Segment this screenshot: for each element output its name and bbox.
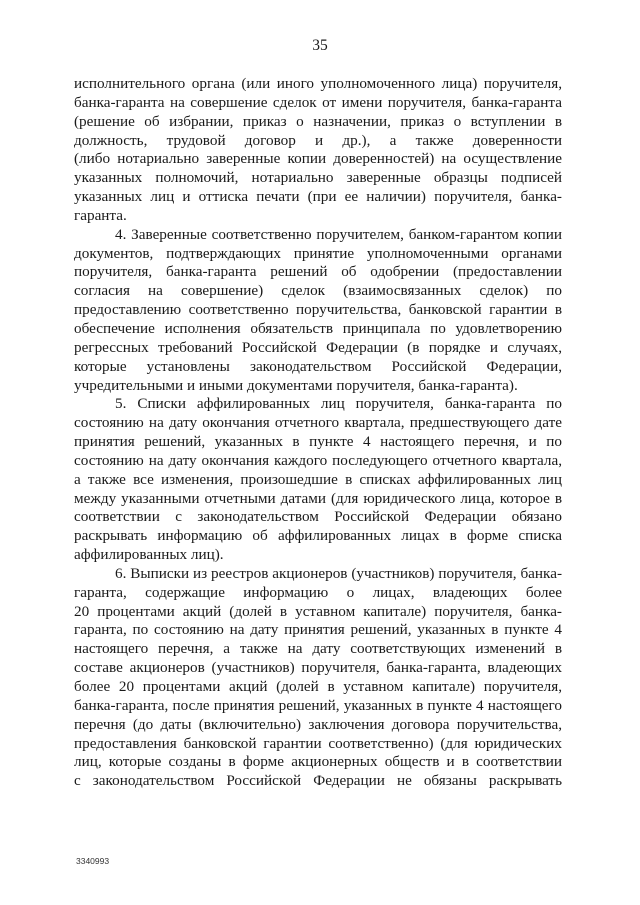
- paragraph-first-line: 5. Списки аффилированных лиц поручителя, банка-гаранта по: [115, 395, 562, 413]
- text-line: согласия на совершение) сделок (взаимосвязанных сделок) по: [74, 282, 562, 300]
- text-line: исполнительного органа (или иного уполномоченного лица) поручителя,: [74, 75, 562, 92]
- document-body: [74, 75, 562, 791]
- text-line: 20 процентами акций (долей в уставном капитале) поручителя, банка-: [74, 602, 562, 620]
- text-line: гаранта.: [74, 206, 127, 224]
- text-line: (решение об избрании, приказ о назначении, приказ о вступлении в: [74, 112, 562, 130]
- text-line: (либо нотариально заверенные копии доверенностей) на осуществление: [74, 150, 562, 168]
- text-line: учредительными и иными документами поручителя, банка-гаранта).: [74, 376, 518, 394]
- text-line: перечня (до даты (включительно) заключения договора поручительства,: [74, 715, 562, 733]
- text-line: банка-гаранта на совершение сделок от имени поручителя, банка-гаранта: [74, 93, 562, 111]
- text-line: указанных полномочий, нотариально заверенные образцы подписей: [74, 169, 562, 187]
- text-line: банка-гаранта, после принятия решений, указанных в пункте 4 настоящего: [74, 696, 562, 714]
- text-line: обеспечение исполнения обязательств принципала по удовлетворению: [74, 319, 562, 337]
- text-line: принятия решений, указанных в пункте 4 настоящего перечня, и по: [74, 433, 562, 451]
- text-line: состоянию на дату окончания каждого последующего отчетного квартала,: [74, 451, 562, 469]
- text-line: а также все изменения, произошедшие в списках аффилированных лиц: [74, 470, 562, 488]
- document-footer-code: 3340993: [76, 856, 110, 866]
- text-line: поручителя, банка-гаранта решений об одобрении (предоставлении: [74, 263, 562, 281]
- text-line: с законодательством Российской Федерации не обязаны раскрывать: [74, 772, 562, 790]
- paragraph-first-line: 6. Выписки из реестров акционеров (участников) поручителя, банка-: [115, 564, 562, 582]
- text-line: указанных лиц и оттиска печати (при ее наличии) поручителя, банка-: [74, 188, 562, 206]
- text-line: гаранта, содержащие информацию о лицах, владеющих более: [74, 583, 562, 601]
- text-line: более 20 процентами акций (долей в уставном капитале) поручителя,: [74, 678, 562, 695]
- text-line: настоящего перечня, а также на дату соответствующих изменений в: [74, 640, 562, 658]
- text-line: предоставления банковской гарантии соответственно) (для юридических: [74, 734, 562, 752]
- paragraph-first-line: 4. Заверенные соответственно поручителем, банком-гарантом копии: [115, 225, 562, 243]
- page-number: 35: [312, 37, 328, 54]
- text-line: которые установлены законодательством Российской Федерации,: [74, 357, 562, 375]
- text-line: документов, подтверждающих принятие уполномоченными органами: [74, 244, 562, 262]
- text-line: аффилированных лиц).: [74, 546, 224, 564]
- text-line: предоставлению соответственно поручительства, банковской гарантии в: [74, 301, 562, 319]
- text-line: раскрывать информацию об аффилированных лицах в форме списка: [74, 527, 562, 545]
- text-line: соответствии с законодательством Российской Федерации обязано: [74, 508, 562, 526]
- text-line: гаранта, по состоянию на дату принятия решений, указанных в пункте 4: [74, 621, 562, 639]
- text-line: регрессных требований Российской Федерации (в порядке и случаях,: [74, 338, 562, 356]
- text-line: между указанными отчетными датами (для юридического лица, которое в: [74, 489, 562, 507]
- text-line: лиц, которые созданы в форме акционерных обществ и в соответствии: [74, 753, 562, 771]
- text-line: состоянию на дату окончания отчетного квартала, предшествующего дате: [74, 414, 562, 432]
- text-line: должность, трудовой договор и др.), а также доверенности: [74, 131, 562, 149]
- text-line: составе акционеров (участников) поручителя, банка-гаранта, владеющих: [74, 659, 562, 677]
